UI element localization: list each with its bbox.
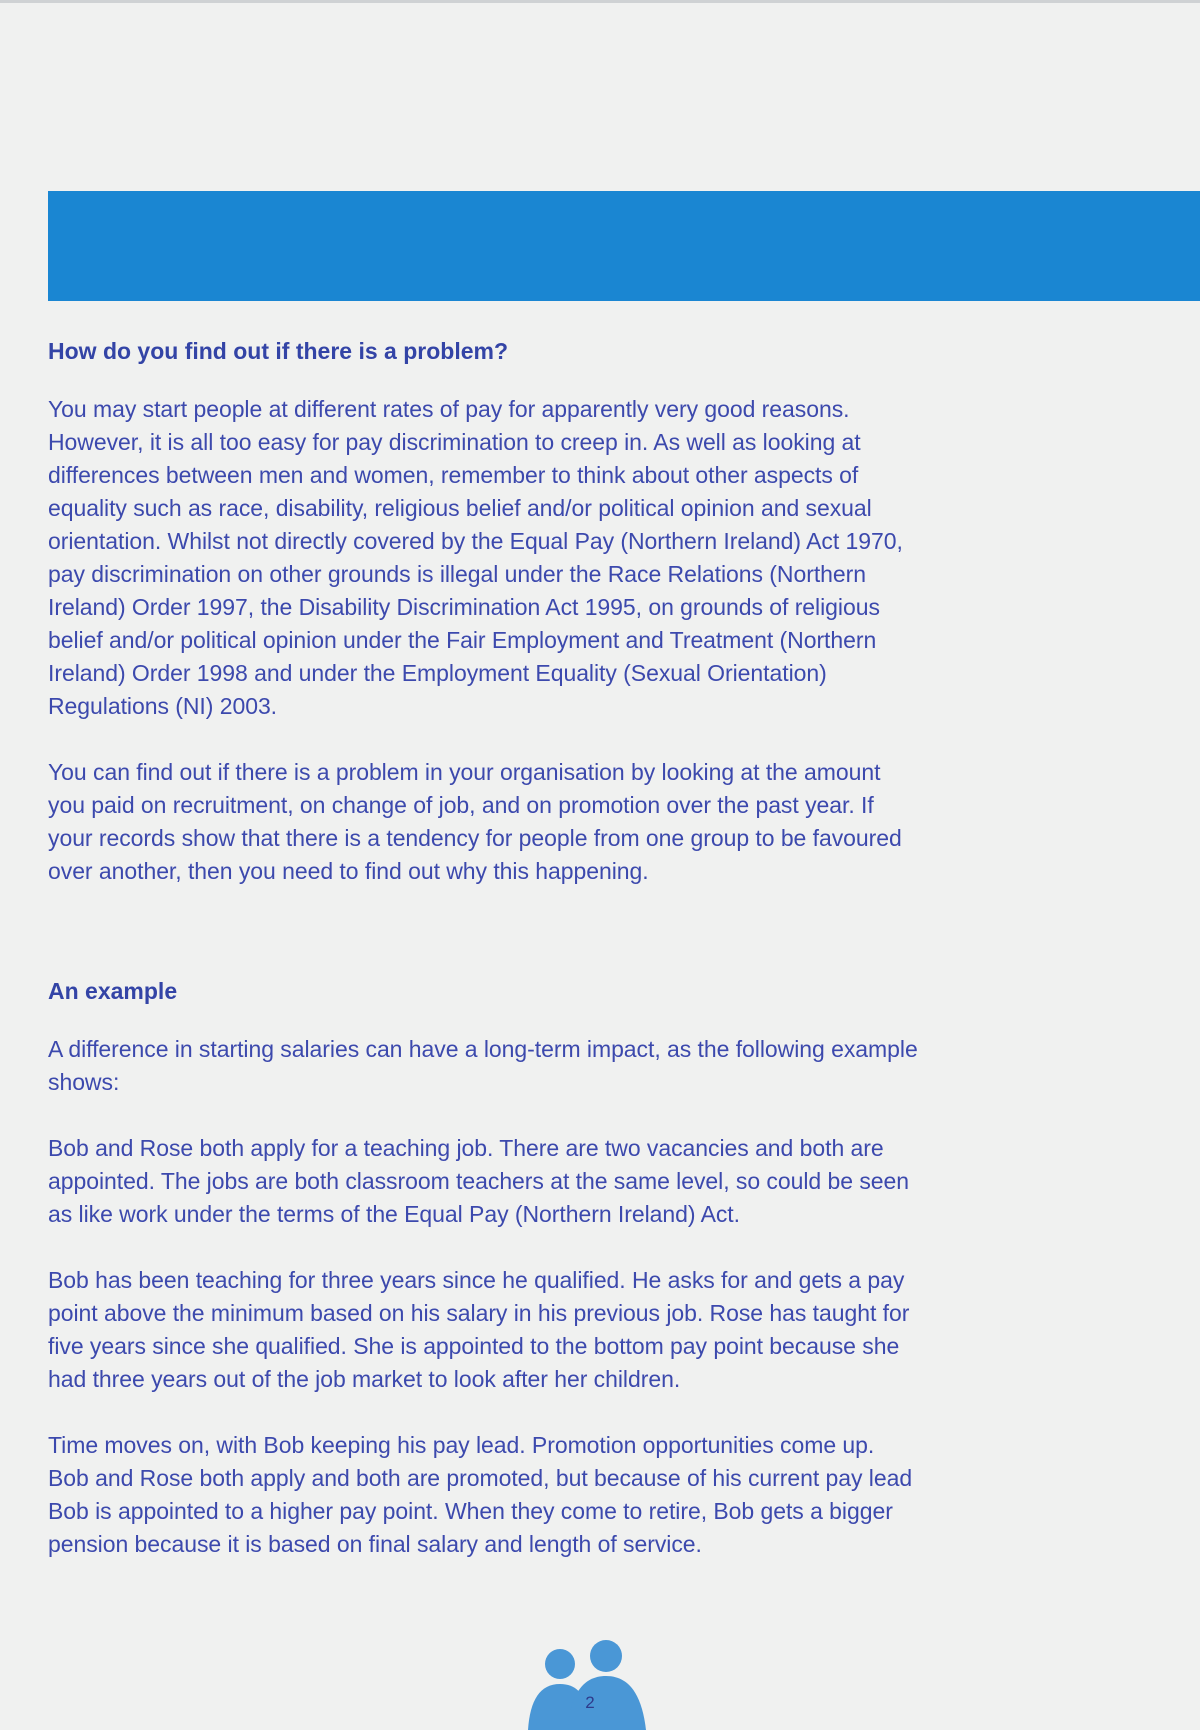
text-line: shows: (48, 1069, 120, 1095)
text-line: point above the minimum based on his salary in his previous job. Rose has taught for (48, 1300, 910, 1326)
paragraph-find-problem (48, 756, 1144, 888)
text-line: Ireland) Order 1998 and under the Employment Equality (Sexual Orientation) (48, 660, 827, 686)
section-heading-example: An example (48, 978, 178, 1004)
document-body (44, 335, 1144, 1594)
text-line: Bob has been teaching for three years since he qualified. He asks for and gets a pay (48, 1267, 905, 1293)
paragraph-time-moves-on (48, 1429, 1144, 1561)
text-line: You can find out if there is a problem in your organisation by looking at the amount (48, 759, 881, 785)
text-line: appointed. The jobs are both classroom teachers at the same level, so could be seen (48, 1168, 910, 1194)
text-line: Time moves on, with Bob keeping his pay lead. Promotion opportunities come up. (48, 1432, 875, 1458)
text-line: pay discrimination on other grounds is illegal under the Race Relations (Northern (48, 561, 866, 587)
paragraph-bob-rose-apply (48, 1132, 1144, 1231)
text-line: over another, then you need to find out why this happening. (48, 858, 649, 884)
page-top-edge (0, 0, 1200, 3)
text-line: Regulations (NI) 2003. (48, 693, 278, 719)
person-left-head (545, 1649, 575, 1679)
text-line: Ireland) Order 1997, the Disability Discrimination Act 1995, on grounds of religious (48, 594, 880, 620)
text-line: orientation. Whilst not directly covered by the Equal Pay (Northern Ireland) Act 1970, (48, 528, 903, 554)
text-line: belief and/or political opinion under the Fair Employment and Treatment (Northern (48, 627, 877, 653)
text-line: as like work under the terms of the Equal Pay (Northern Ireland) Act. (48, 1201, 740, 1227)
text-line: Bob and Rose both apply and both are promoted, but because of his current pay lead (48, 1465, 913, 1491)
text-line: equality such as race, disability, religious belief and/or political opinion and sexual (48, 495, 872, 521)
paragraph-bob-rose-experience (48, 1264, 1144, 1396)
page-number: 2 (585, 1693, 595, 1712)
section-spacer (44, 921, 1144, 975)
text-line: pension because it is based on final salary and length of service. (48, 1531, 702, 1557)
text-line: your records show that there is a tendency for people from one group to be favoured (48, 825, 902, 851)
paragraph-pay-discrimination (48, 393, 1144, 723)
text-line: had three years out of the job market to look after her children. (48, 1366, 681, 1392)
section-heading-problem: How do you find out if there is a problem? (48, 338, 508, 364)
header-band (48, 191, 1200, 301)
text-line: However, it is all too easy for pay discrimination to creep in. As well as looking at (48, 429, 861, 455)
text-line: Bob and Rose both apply for a teaching job. There are two vacancies and both are (48, 1135, 884, 1161)
text-line: A difference in starting salaries can have a long-term impact, as the following example (48, 1036, 918, 1062)
text-line: five years since she qualified. She is appointed to the bottom pay point because she (48, 1333, 900, 1359)
person-right-head (590, 1640, 622, 1672)
text-line: you paid on recruitment, on change of job, and on promotion over the past year. If (48, 792, 874, 818)
text-line: Bob is appointed to a higher pay point. When they come to retire, Bob gets a bigger (48, 1498, 893, 1524)
paragraph-example-intro (48, 1033, 1144, 1099)
two-people-silhouette-icon (524, 1638, 656, 1730)
text-line: You may start people at different rates of pay for apparently very good reasons. (48, 396, 850, 422)
text-line: differences between men and women, remember to think about other aspects of (48, 462, 859, 488)
